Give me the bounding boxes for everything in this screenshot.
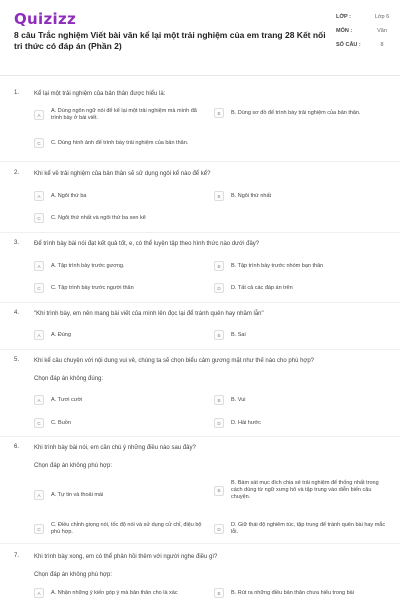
option-letter: C (34, 213, 44, 223)
option-text: B. Tập trình bày trước nhóm bạn thân (231, 262, 324, 269)
option-b[interactable] (214, 395, 390, 405)
option-text: C. Buồn (51, 419, 71, 426)
option-letter: A (34, 261, 44, 271)
header-divider (0, 75, 400, 76)
question-number: 4. (14, 310, 20, 316)
option-a[interactable] (34, 108, 204, 122)
option-letter: B (214, 108, 224, 118)
option-letter: A (34, 191, 44, 201)
option-letter: D (214, 524, 224, 534)
question-separator (0, 543, 400, 544)
option-b[interactable] (214, 480, 390, 501)
question-instruction: Chọn đáp án không phù hợp: (34, 463, 112, 469)
option-c[interactable] (34, 213, 204, 223)
option-d[interactable] (214, 283, 390, 293)
option-text: C. Dùng hình ảnh để trình bày trải nghiệm của bản thân. (51, 139, 189, 146)
option-b[interactable] (214, 330, 390, 340)
count-value: 8 (380, 42, 384, 48)
option-d[interactable] (214, 418, 390, 428)
option-b[interactable] (214, 108, 390, 118)
class-label: LỚP : (336, 14, 351, 20)
question-separator (0, 232, 400, 233)
option-a[interactable] (34, 588, 204, 598)
option-text: A. Tự tin và thoải mái (51, 491, 104, 498)
option-c[interactable] (34, 283, 204, 293)
option-a[interactable] (34, 191, 204, 201)
option-text: B. Vui (231, 396, 246, 403)
option-letter: A (34, 490, 44, 500)
option-c[interactable] (34, 522, 204, 536)
option-letter: C (34, 138, 44, 148)
question-text: Khi trình bày xong, em có thể phản hồi thêm với người nghe điều gì? (34, 554, 218, 560)
option-c[interactable] (34, 138, 204, 148)
option-text: D. Giữ thái độ nghiêm túc, tập trung để tránh quên bài hay mắc lỗi. (231, 522, 386, 535)
question-text: Kể lại một trải nghiệm của bản thân được hiểu là: (34, 91, 166, 97)
option-text: A. Đúng (51, 331, 71, 338)
option-letter: B (214, 261, 224, 271)
option-text: C. Ngôi thứ nhất và ngôi thứ ba xen kẽ (51, 214, 146, 221)
question-separator (0, 436, 400, 437)
option-letter: B (214, 191, 224, 201)
option-letter: A (34, 330, 44, 340)
subject-value: Văn (377, 28, 387, 34)
option-letter: C (34, 524, 44, 534)
option-letter: C (34, 283, 44, 293)
question-separator (0, 302, 400, 303)
option-text: C. Tập trình bày trước người thân (51, 284, 134, 291)
question-instruction: Chọn đáp án không đúng: (34, 376, 104, 382)
class-value: Lớp 6 (374, 14, 390, 20)
question-number: 6. (14, 444, 20, 450)
option-text: B. Rút ra những điều bản thân chưa hiểu trong bài (231, 589, 354, 596)
option-letter: B (214, 588, 224, 598)
option-text: A. Ngôi thứ ba (51, 192, 87, 199)
question-number: 5. (14, 357, 20, 363)
option-text: C. Điều chỉnh giọng nói, tốc độ nói và sử dụng cử chỉ, điệu bộ phù hợp. (51, 522, 202, 535)
worksheet-title: 8 câu Trắc nghiệm Viết bài văn kể lại một trải nghiệm của em trang 28 Kết nối tri thức có đáp án (Phần 2) (14, 30, 326, 51)
option-c[interactable] (34, 418, 204, 428)
option-a[interactable] (34, 490, 204, 500)
option-text: B. Dùng sơ đồ để trình bày trải nghiệm của bản thân. (231, 109, 361, 116)
question-separator (0, 349, 400, 350)
question-text: Để trình bày bài nói đạt kết quả tốt, e, có thể luyện tập theo hình thức nào dưới đây? (34, 241, 260, 247)
option-text: D. Tất cả các đáp án trên (231, 284, 293, 291)
option-b[interactable] (214, 191, 390, 201)
option-letter: B (214, 330, 224, 340)
quizizz-logo: Quizizz (14, 10, 77, 28)
worksheet-header (0, 0, 400, 75)
option-text: B. Sai (231, 331, 246, 338)
question-instruction: Chọn đáp án không phù hợp: (34, 572, 112, 578)
question-number: 2. (14, 170, 20, 176)
option-letter: A (34, 110, 44, 120)
option-text: A. Tươi cười (51, 396, 83, 403)
question-number: 3. (14, 240, 20, 246)
option-letter: A (34, 395, 44, 405)
option-a[interactable] (34, 330, 204, 340)
option-text: B. Bám sát mục đích chia sẻ trải nghiệm để thống nhất trong cách dùng từ ngữ xưng hô và tập trung vào diễn biến câu chuyện. (231, 480, 379, 500)
question-text: Khi kể câu chuyện với nội dung vui vẻ, chúng ta sẽ chọn biểu cảm gương mặt như thế nào cho phù hợp? (34, 358, 315, 364)
question-separator (0, 161, 400, 162)
option-letter: B (214, 395, 224, 405)
option-d[interactable] (214, 522, 390, 536)
option-letter: C (34, 418, 44, 428)
option-a[interactable] (34, 395, 204, 405)
option-a[interactable] (34, 261, 204, 271)
question-number: 1. (14, 90, 20, 96)
option-text: A. Dùng ngôn ngữ nói để kể lại một trải nghiệm mà mình đã trình bày ở bài viết. (51, 108, 197, 121)
meta-count (336, 42, 390, 49)
option-letter: A (34, 588, 44, 598)
meta-subject (336, 28, 390, 35)
option-text: D. Hài hước (231, 419, 261, 426)
option-text: A. Tập trình bày trước gương. (51, 262, 125, 269)
option-letter: D (214, 418, 224, 428)
option-text: A. Nhận những ý kiến góp ý mà bản thân cho là xác (51, 589, 178, 596)
question-text: "Khi trình bày, em nên mang bài viết của mình lên đọc lại để tránh quên hay nhầm lẫn" (34, 311, 264, 317)
question-text: Khi trình bày bài nói, em cần chú ý những điều nào sau đây? (34, 445, 196, 451)
option-text: B. Ngôi thứ nhất (231, 192, 272, 199)
option-b[interactable] (214, 261, 390, 271)
subject-label: MÔN : (336, 28, 353, 34)
worksheet-meta (336, 14, 390, 56)
option-b[interactable] (214, 588, 390, 598)
option-letter: B (214, 486, 224, 496)
question-text: Khi kể về trải nghiệm của bản thân sẽ sử dụng ngôi kể nào để kể? (34, 171, 211, 177)
option-letter: D (214, 283, 224, 293)
meta-class (336, 14, 390, 21)
question-number: 7. (14, 553, 20, 559)
count-label: SỐ CÂU : (336, 42, 361, 48)
